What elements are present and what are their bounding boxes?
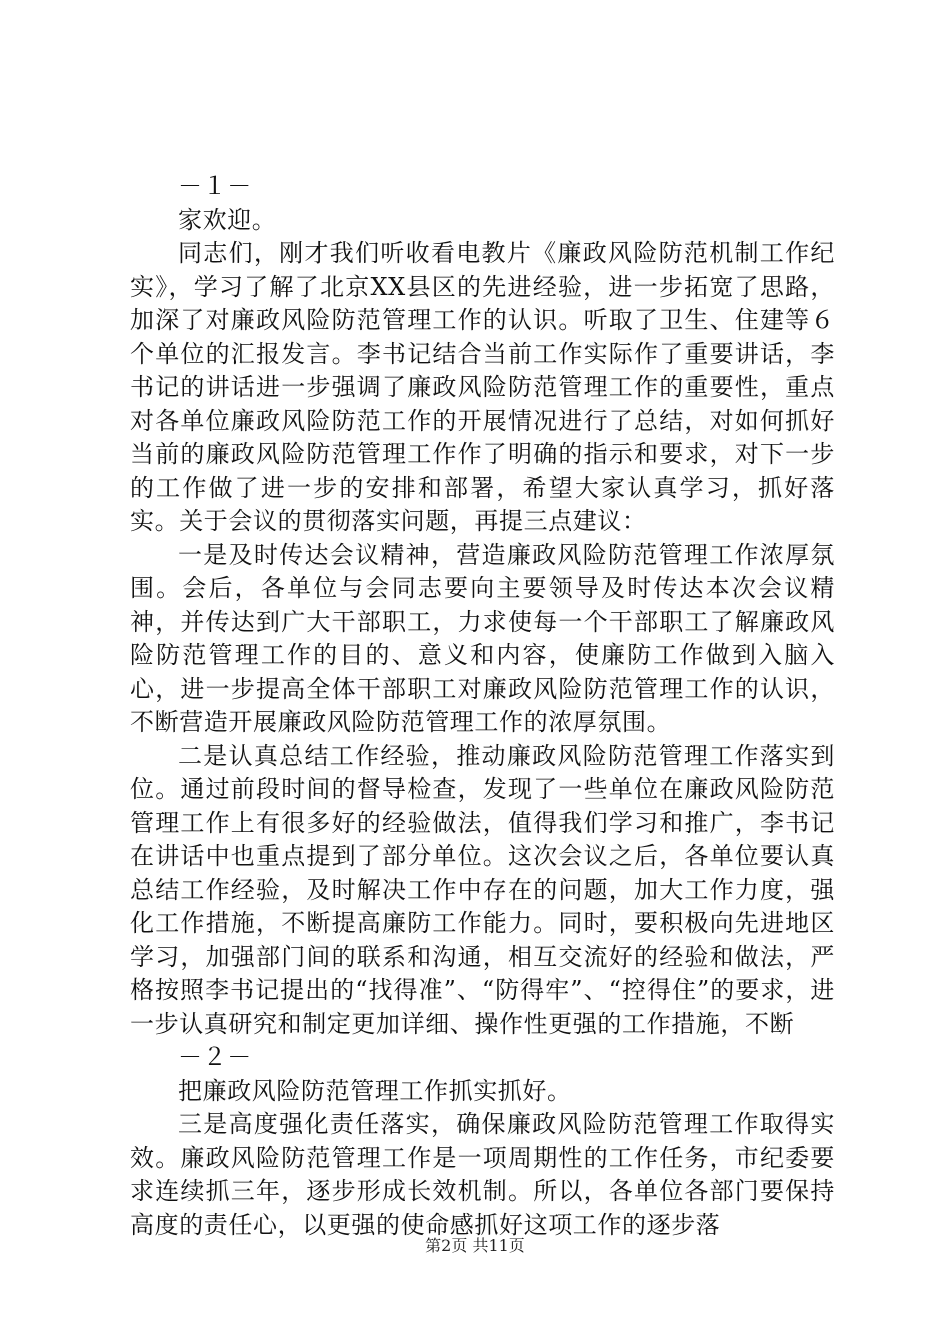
document-body [130,170,835,1242]
page-marker-2: －２－ [178,1043,252,1071]
paragraph-continuation: 家欢迎。 [178,205,277,234]
paragraph-point-two-end: 把廉政风险防范管理工作抓实抓好。 [178,1076,572,1105]
paragraph-intro: 同志们，刚才我们听收看电教片《廉政风险防范机制工作纪实》，学习了解了北京XX县区的先进经验，进一步拓宽了思路，加深了对廉政风险防范管理工作的认识。听取了卫生、住建等６个单位的汇报发言。李书记结合当前工作实际作了重要讲话，李书记的讲话进一步强调了廉政风险防范管理工作的重要性，重点对各单位廉政风险防范工作的开展情况进行了总结，对如何抓好当前的廉政风险防范管理工作作了明确的指示和要求，对下一步的工作做了进一步的安排和部署，希望大家认真学习，抓好落实。关于会议的贯彻落实问题，再提三点建议： [130,239,835,535]
paragraph-point-three: 三是高度强化责任落实，确保廉政风险防范管理工作取得实效。廉政风险防范管理工作是一项周期性的工作任务，市纪委要求连续抓三年，逐步形成长效机制。所以，各单位各部门要保持高度的责任心，以更强的使命感抓好这项工作的逐步落 [130,1110,835,1239]
paragraph-point-one: 一是及时传达会议精神，营造廉政风险防范管理工作浓厚氛围。会后，各单位与会同志要向主要领导及时传达本次会议精神，并传达到广大干部职工，力求使每一个干部职工了解廉政风险防范管理工作的目的、意义和内容，使廉防工作做到入脑入心，进一步提高全体干部职工对廉政风险防范管理工作的认识，不断营造开展廉政风险防范管理工作的浓厚氛围。 [130,540,835,736]
page-marker-1: －１－ [178,172,252,200]
paragraph-point-two: 二是认真总结工作经验，推动廉政风险防范管理工作落实到位。通过前段时间的督导检查，发现了一些单位在廉政风险防范管理工作上有很多好的经验做法，值得我们学习和推广，李书记在讲话中也重点提到了部分单位。这次会议之后，各单位要认真总结工作经验，及时解决工作中存在的问题，加大工作力度，强化工作措施，不断提高廉防工作能力。同时，要积极向先进地区学习，加强部门间的联系和沟通，相互交流好的经验和做法，严格按照李书记提出的“找得准”、“防得牢”、“控得住”的要求，进一步认真研究和制定更加详细、操作性更强的工作措施，不断 [130,741,835,1038]
page-footer: 第2页 共11页 [425,1236,525,1255]
